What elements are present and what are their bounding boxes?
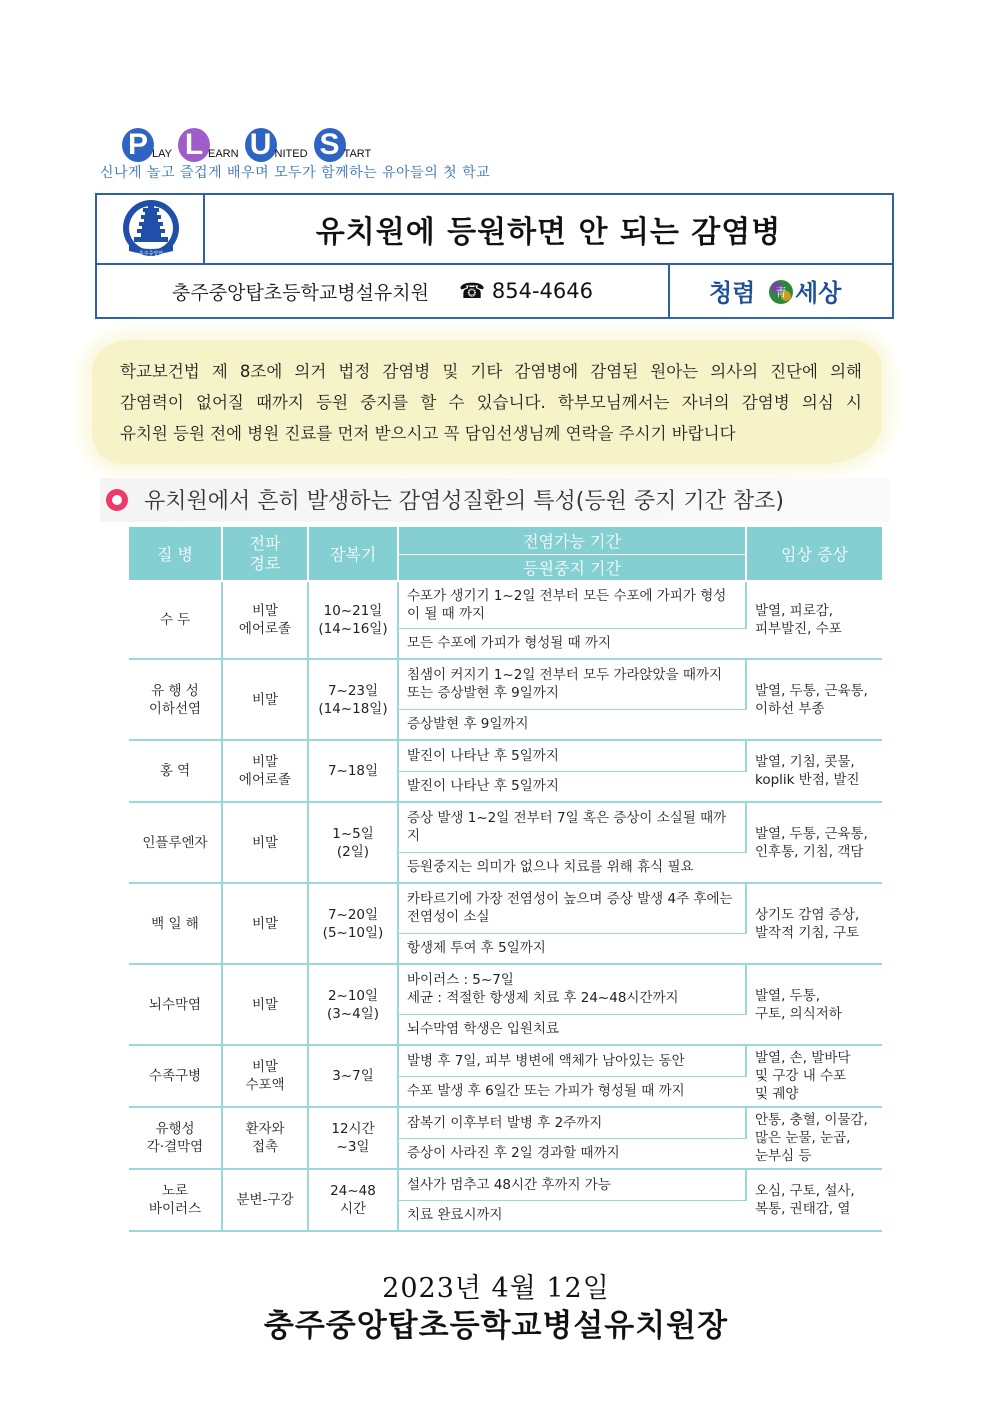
plus-word-rest: NITED (274, 148, 308, 160)
route-cell: 비말 (222, 964, 308, 1045)
phone-icon: ☎ (459, 279, 486, 303)
disease-name-cell: 인플루엔자 (129, 802, 222, 883)
symptoms-cell: 발열, 두통, 근육통, 이하선 부종 (746, 659, 882, 740)
school-name: 충주중앙탑초등학교병설유치원 (172, 281, 429, 304)
header-box (95, 193, 894, 319)
symptoms-cell: 발열, 기침, 콧물, koplik 반점, 발진 (746, 740, 882, 802)
exclusion-period-cell: 증상이 사라진 후 2일 경과할 때까지 (398, 1138, 746, 1169)
exclusion-period-cell: 항생제 투여 후 5일까지 (398, 933, 746, 964)
contagious-period-cell: 침샘이 커지기 1~2일 전부터 모두 가라앉았을 때까지 또는 증상발현 후 9일까지 (398, 659, 746, 709)
route-cell: 비말 (222, 802, 308, 883)
disease-name-cell: 수 두 (129, 581, 222, 659)
table-row (129, 740, 882, 771)
slogan-mark: 靑 (775, 286, 787, 299)
table-row (129, 802, 882, 852)
exclusion-period-cell: 뇌수막염 학생은 입원치료 (398, 1014, 746, 1045)
phone-value: 854-4646 (491, 279, 593, 303)
table-row (129, 1045, 882, 1076)
route-cell: 비말 에어로졸 (222, 740, 308, 802)
school-info (97, 265, 670, 317)
principal-signature: 충주중앙탑초등학교병설유치원장 (263, 1308, 729, 1344)
table-row (129, 883, 882, 933)
route-cell: 비말 수포액 (222, 1045, 308, 1107)
contagious-period-cell: 발진이 나타난 후 5일까지 (398, 740, 746, 771)
incubation-cell: 1~5일 (2일) (308, 802, 398, 883)
contagious-period-cell: 설사가 멈추고 48시간 후까지 가능 (398, 1169, 746, 1200)
contagious-period-cell: 바이러스 : 5~7일 세균 : 적절한 항생제 치료 후 24~48시간까지 (398, 964, 746, 1014)
table-row (129, 1107, 882, 1138)
exclusion-period-cell: 발진이 나타난 후 5일까지 (398, 771, 746, 802)
disease-name-cell: 수족구병 (129, 1045, 222, 1107)
plus-word-rest: TART (343, 148, 372, 160)
disease-name-cell: 홍 역 (129, 740, 222, 802)
route-cell: 환자와 접촉 (222, 1107, 308, 1169)
route-cell: 비말 에어로졸 (222, 581, 308, 659)
emblem-seal-text: 충주중앙탑 (138, 251, 164, 257)
incubation-cell: 7~20일 (5~10일) (308, 883, 398, 964)
incubation-cell: 2~10일 (3~4일) (308, 964, 398, 1045)
header-info-row (97, 265, 892, 317)
school-emblem (97, 195, 205, 263)
notice-box (92, 340, 882, 464)
notice-line: 유치원 등원 전에 병원 진료를 먼저 받으시고 꼭 담임선생님께 연락을 주시기 바랍니다 (120, 424, 736, 443)
table-row (129, 1169, 882, 1200)
route-cell: 분변-구강 (222, 1169, 308, 1231)
contagious-period-cell: 증상 발생 1~2일 전부터 7일 혹은 증상이 소실될 때까지 (398, 802, 746, 852)
incubation-cell: 24~48 시간 (308, 1169, 398, 1231)
integrity-slogan (670, 265, 892, 317)
plus-letter-icon: L (178, 128, 210, 162)
exclusion-period-cell: 등원중지는 의미가 없으나 치료를 위해 휴식 필요 (398, 852, 746, 883)
header-disease: 질 병 (129, 527, 222, 581)
header-contagious: 전염가능 기간 (398, 527, 746, 554)
contagious-period-cell: 발병 후 7일, 피부 병변에 액체가 남아있는 동안 (398, 1045, 746, 1076)
header-exclusion: 등원중지 기간 (398, 554, 746, 581)
integrity-slogan-logo (706, 271, 856, 311)
symptoms-cell: 발열, 손, 발바닥 및 구강 내 수포 및 궤양 (746, 1045, 882, 1107)
page-title: 유치원에 등원하면 안 되는 감염병 (315, 215, 782, 250)
section-heading (100, 478, 890, 522)
route-cell: 비말 (222, 659, 308, 740)
disease-name-cell: 유 행 성 이하선염 (129, 659, 222, 740)
incubation-cell: 7~18일 (308, 740, 398, 802)
disease-name-cell: 유행성 각·결막염 (129, 1107, 222, 1169)
bullet-circle-icon (106, 489, 128, 511)
header-incubation: 잠복기 (308, 527, 398, 581)
incubation-cell: 12시간 ~3일 (308, 1107, 398, 1169)
disease-name-cell: 뇌수막염 (129, 964, 222, 1045)
plus-word-rest: EARN (207, 148, 239, 160)
table-row (129, 659, 882, 709)
document-date: 2023년 4월 12일 (382, 1273, 610, 1304)
contagious-period-cell: 카타르기에 가장 전염성이 높으며 증상 발생 4주 후에는 전염성이 소실 (398, 883, 746, 933)
exclusion-period-cell: 모든 수포에 가피가 형성될 때 까지 (398, 628, 746, 659)
phone-number (459, 279, 593, 303)
exclusion-period-cell: 치료 완료시까지 (398, 1200, 746, 1231)
plus-word-rest: LAY (152, 148, 172, 160)
motto: 신나게 놀고 즐겁게 배우며 모두가 함께하는 유아들의 첫 학교 (100, 165, 491, 181)
plus-logo (122, 128, 377, 162)
slogan-left-text: 청렴 (709, 279, 756, 307)
symptoms-cell: 발열, 피로감, 피부발진, 수포 (746, 581, 882, 659)
plus-item (178, 128, 239, 162)
header-title-row (97, 195, 892, 265)
section-title: 유치원에서 흔히 발생하는 감염성질환의 특성(등원 중지 기간 참조) (144, 489, 784, 514)
header-symptoms: 임상 증상 (746, 527, 882, 581)
notice-line: 감염력이 없어질 때까지 등원 중지를 할 수 있습니다. 학부모님께서는 자녀의 감염병 의심 시 (120, 393, 862, 412)
symptoms-cell: 상기도 감염 증상, 발작적 기침, 구토 (746, 883, 882, 964)
route-cell: 비말 (222, 883, 308, 964)
contagious-period-cell: 잠복기 이후부터 발병 후 2주까지 (398, 1107, 746, 1138)
plus-letter-icon: P (122, 128, 154, 162)
incubation-cell: 7~23일 (14~18일) (308, 659, 398, 740)
symptoms-cell: 발열, 두통, 근육통, 인후통, 기침, 객담 (746, 802, 882, 883)
plus-item (122, 128, 172, 162)
header-route: 전파 경로 (222, 527, 308, 581)
plus-item (314, 128, 372, 162)
table-row (129, 964, 882, 1014)
notice-text (120, 356, 862, 449)
incubation-cell: 10~21일 (14~16일) (308, 581, 398, 659)
plus-letter-icon: S (314, 128, 346, 162)
disease-name-cell: 노로 바이러스 (129, 1169, 222, 1231)
notice-line: 학교보건법 제 8조에 의거 법정 감염병 및 기타 감염병에 감염된 원아는 의사의 진단에 의해 (120, 362, 862, 381)
symptoms-cell: 오심, 구토, 설사, 복통, 권태감, 열 (746, 1169, 882, 1231)
pagoda-emblem-icon (97, 195, 201, 261)
incubation-cell: 3~7일 (308, 1045, 398, 1107)
symptoms-cell: 발열, 두통, 구토, 의식저하 (746, 964, 882, 1045)
exclusion-period-cell: 증상발현 후 9일까지 (398, 709, 746, 740)
symptoms-cell: 안통, 충혈, 이물감, 많은 눈물, 눈곱, 눈부심 등 (746, 1107, 882, 1169)
slogan-right-text: 세상 (795, 279, 842, 307)
plus-item (245, 128, 308, 162)
exclusion-period-cell: 수포 발생 후 6일간 또는 가피가 형성될 때 까지 (398, 1076, 746, 1107)
contagious-period-cell: 수포가 생기기 1~2일 전부터 모든 수포에 가피가 형성이 될 때 까지 (398, 581, 746, 628)
disease-table (129, 527, 882, 1232)
plus-letter-icon: U (245, 128, 277, 162)
disease-name-cell: 백 일 해 (129, 883, 222, 964)
table-row (129, 581, 882, 628)
